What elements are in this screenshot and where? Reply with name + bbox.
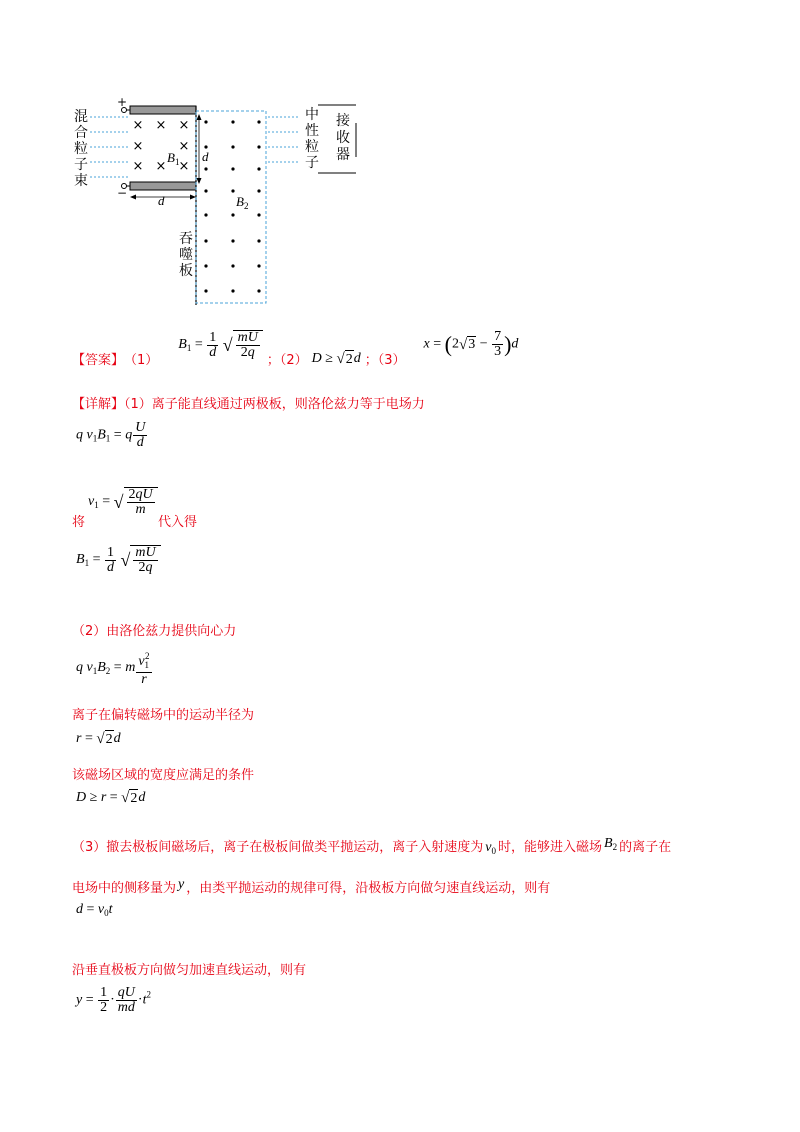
v0-symbol: $v_0$ xyxy=(485,840,496,856)
eq-force-balance: q $v_1B_1 = q$ $\frac{U}{d}$ xyxy=(76,420,146,450)
cross-mark: × xyxy=(155,159,167,174)
detail-text-1: （1）离子能直线通过两极板，则洛伦兹力等于电场力 xyxy=(124,397,425,412)
cross-mark: × xyxy=(178,159,190,174)
b2-region xyxy=(196,111,266,303)
substitute-pre: 将 xyxy=(72,515,86,530)
cross-mark: × xyxy=(132,139,144,154)
dot-mark xyxy=(257,189,260,192)
dot-mark xyxy=(257,239,260,242)
dot-mark xyxy=(257,289,260,292)
dot-mark xyxy=(231,213,234,216)
cross-mark: × xyxy=(155,118,167,133)
dot-mark xyxy=(257,264,260,267)
b2-field-dots xyxy=(204,120,260,292)
mixed-beam-label: 混 合 粒 子 束 xyxy=(74,109,88,189)
receiver-label: 接 收 器 xyxy=(336,113,350,163)
part3-line-3: 沿垂直极板方向做匀加速直线运动，则有 xyxy=(72,963,307,978)
dot-mark xyxy=(204,120,207,123)
eq-displacement: y = $\frac{1}{2}$ · $\frac{qU}{md}$ $\cdot t^2$ xyxy=(76,985,151,1015)
neutral-particle-label: 中 性 粒 子 xyxy=(305,107,319,171)
d-vertical-label: d xyxy=(202,149,209,164)
cross-mark: × xyxy=(132,159,144,174)
dot-mark xyxy=(231,120,234,123)
answer-formula-3: x = (2 √ 3 − $\frac{7}{3}$ )d xyxy=(423,329,519,359)
cross-mark: × xyxy=(178,118,190,133)
dot-mark xyxy=(231,239,234,242)
dot-mark xyxy=(257,120,260,123)
part3-text-a: （3）撤去极板间磁场后，离子在极板间做类平抛运动，离子入射速度为 xyxy=(72,840,484,855)
width-condition-text: 该磁场区域的宽度应满足的条件 xyxy=(72,768,255,783)
dot-mark xyxy=(231,145,234,148)
dot-mark xyxy=(231,289,234,292)
dot-mark xyxy=(204,213,207,216)
answer-line xyxy=(72,330,518,370)
eq-b1-result: $B_1$ = $\frac{1}{d}$ √ $\frac{mU}{2q}$ xyxy=(76,545,161,575)
part3-line-2 xyxy=(72,877,550,896)
answer-part3-label: ；（3） xyxy=(364,353,406,368)
beam-lines-right xyxy=(268,117,300,162)
eq-width: D ≥ r = √ 2 d xyxy=(76,790,146,806)
part2-title: （2）由洛伦兹力提供向心力 xyxy=(72,624,237,639)
dot-mark xyxy=(231,264,234,267)
b1-field-crosses xyxy=(133,118,190,174)
dot-mark xyxy=(257,167,260,170)
physics-figure xyxy=(60,95,380,310)
dot-mark xyxy=(204,167,207,170)
eq-radius: r = √ 2 d xyxy=(76,731,121,747)
b1-label: $B_1$ xyxy=(167,150,180,167)
part3-text-d: 电场中的侧移量为 xyxy=(72,881,177,896)
dot-mark xyxy=(204,239,207,242)
part3-text-e: ，由类平抛运动的规律可得，沿极板方向做匀速直线运动，则有 xyxy=(186,881,551,896)
answer-part1-label: （1） xyxy=(124,353,159,368)
minus-sign: − xyxy=(117,186,128,200)
b2-symbol: $B_2$ xyxy=(604,836,618,852)
dot-mark xyxy=(231,189,234,192)
radius-text: 离子在偏转磁场中的运动半径为 xyxy=(72,708,255,723)
dot-mark xyxy=(257,145,260,148)
absorber-label: 吞 噬 板 xyxy=(179,231,193,279)
figure-svg xyxy=(60,95,380,310)
part3-text-c: 的离子在 xyxy=(619,840,672,855)
dot-mark xyxy=(204,264,207,267)
answer-part2-label: ；（2） xyxy=(266,353,308,368)
dot-mark xyxy=(231,167,234,170)
answer-formula-2: D ≥ √ 2 d xyxy=(311,351,361,367)
beam-lines-left xyxy=(90,117,128,177)
cross-mark: × xyxy=(132,118,144,133)
eq-uniform-motion: $d = v_0t$ xyxy=(76,902,113,918)
answer-tag: 【答案】 xyxy=(72,353,125,368)
cross-mark: × xyxy=(178,139,190,154)
y-symbol: y xyxy=(178,877,185,892)
eq-centripetal: q $v_1B_2 = m$ $\frac{v_1^2}{r}$ xyxy=(76,651,150,687)
dot-mark xyxy=(204,189,207,192)
part3-line-1 xyxy=(72,836,671,856)
d-horizontal-label: d xyxy=(158,193,165,208)
dot-mark xyxy=(257,213,260,216)
eq-velocity: $v_1$ = √ $\frac{2qU}{m}$ xyxy=(88,487,158,517)
detail-line-1 xyxy=(72,393,425,412)
substitute-post: 代入得 xyxy=(158,515,198,530)
plus-sign: + xyxy=(117,95,128,109)
dot-mark xyxy=(204,289,207,292)
b2-label: $B_2$ xyxy=(236,194,249,211)
part3-text-b: 时，能够进入磁场 xyxy=(498,840,603,855)
bottom-plate xyxy=(130,182,196,190)
top-plate xyxy=(130,106,196,114)
detail-tag: 【详解】 xyxy=(72,397,125,412)
answer-formula-1: $B_1$ = $\frac{1}{d}$ √ $\frac{mU}{2q}$ xyxy=(178,330,263,360)
